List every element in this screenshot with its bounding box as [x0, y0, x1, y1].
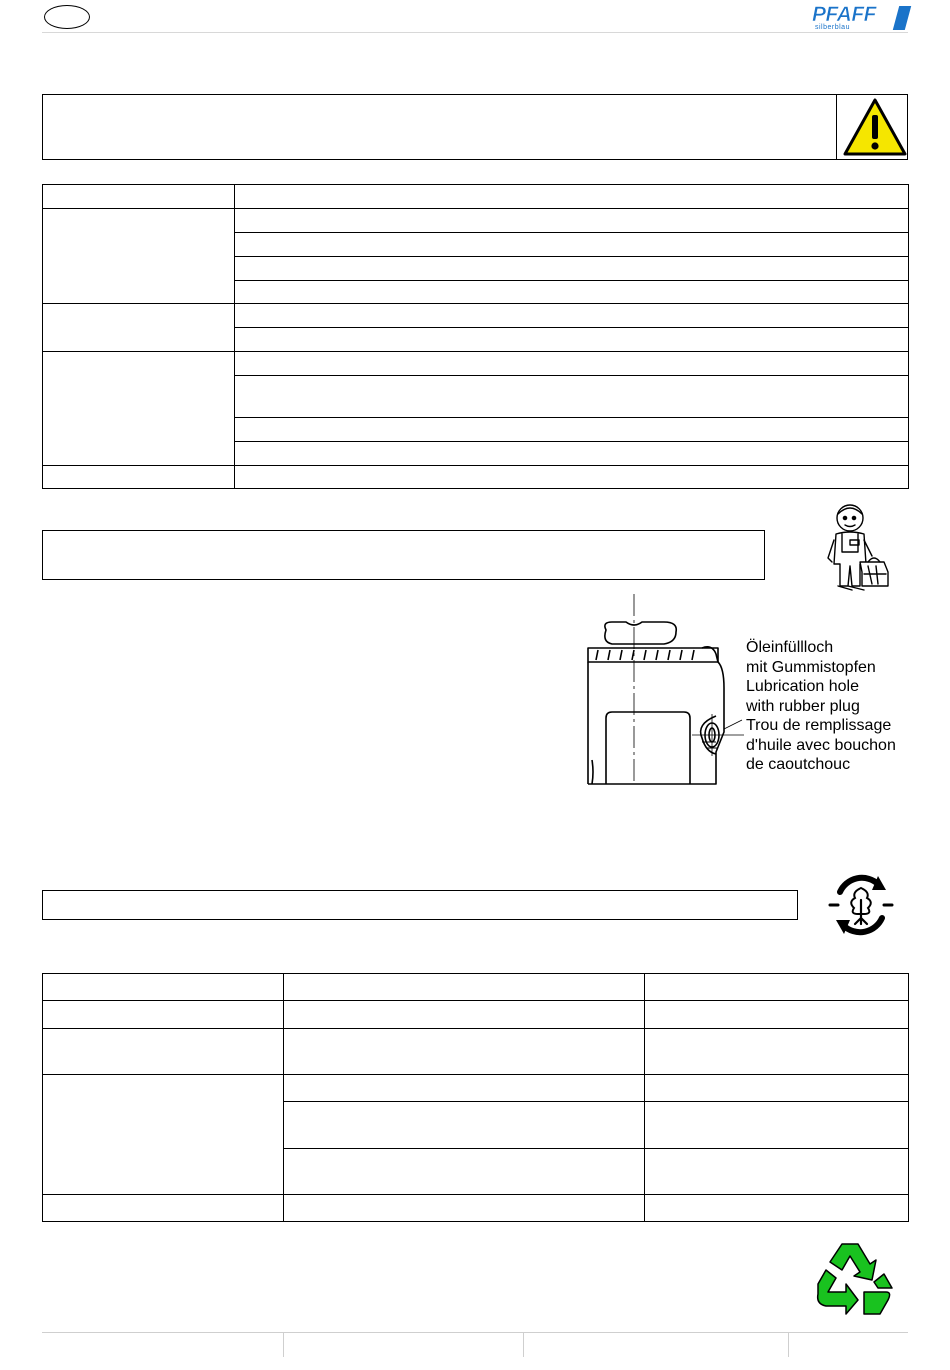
warning-box [42, 94, 908, 160]
footer-divider [788, 1333, 789, 1357]
label-fr-3: de caoutchouc [746, 756, 851, 773]
footer-rule [42, 1332, 908, 1333]
pfaff-logo [812, 5, 908, 32]
warning-box-divider [836, 95, 837, 159]
recycle-icon [812, 1238, 894, 1318]
label-en-2: with rubber plug [746, 697, 860, 715]
maintenance-table [42, 184, 909, 489]
header-rule [42, 32, 908, 33]
footer-divider [523, 1333, 524, 1357]
mechanic-figure-icon [820, 500, 892, 598]
note-box [42, 530, 765, 580]
table-row [43, 185, 909, 209]
table-row [43, 1029, 909, 1075]
warning-triangle-icon [843, 97, 907, 157]
label-de-1: Öleinfüllloch [746, 639, 834, 656]
language-badge [44, 5, 90, 29]
label-de-2: mit Gummistopfen [746, 658, 876, 676]
label-fr-1: Trou de remplissage [746, 717, 892, 734]
logo-subtext: silberblau [815, 24, 850, 31]
table-row [43, 974, 909, 1001]
logo-text: PFAFF [812, 3, 876, 26]
environment-symbol-icon [828, 874, 894, 936]
table-row [43, 1001, 909, 1029]
label-fr-2: d'huile avec bouchon [746, 736, 896, 754]
disposal-table [42, 973, 909, 1222]
table-row [43, 352, 909, 376]
label-en-1: Lubrication hole [746, 678, 859, 695]
table-row [43, 1195, 909, 1222]
logo-bar [893, 6, 911, 30]
lubrication-hole-labels [746, 638, 926, 775]
table-row [43, 209, 909, 233]
table-row [43, 466, 909, 489]
lubrication-hole-figure [584, 592, 744, 790]
table-row [43, 304, 909, 328]
table-row [43, 1075, 909, 1102]
environment-note-box [42, 890, 798, 920]
footer-divider [283, 1333, 284, 1357]
